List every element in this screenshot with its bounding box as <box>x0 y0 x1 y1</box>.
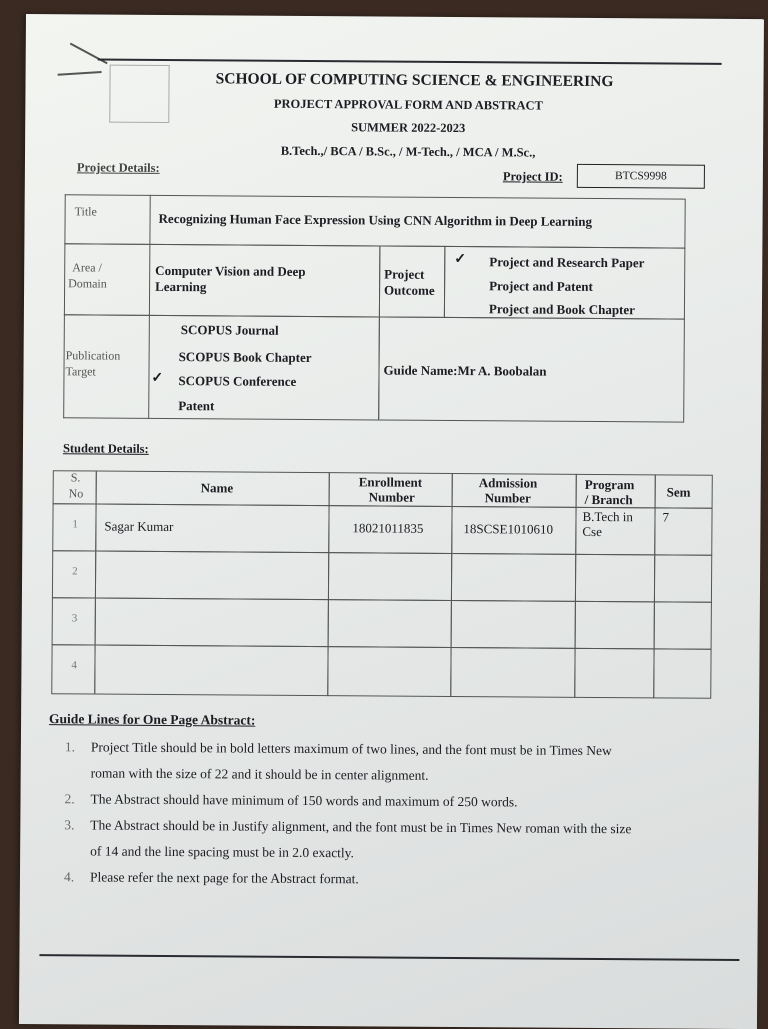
guideline-item <box>64 734 745 895</box>
outcome-option: Project and Patent <box>489 278 593 294</box>
name-cell <box>94 644 328 696</box>
admission-header-2: Number <box>484 490 531 506</box>
name-cell <box>95 550 329 600</box>
area-value-2: Learning <box>155 278 207 295</box>
area-label-1: Area / <box>72 260 102 275</box>
program-cell <box>574 648 654 699</box>
admission-cell <box>450 647 575 698</box>
sem-cell <box>654 601 712 649</box>
pub-option: SCOPUS Conference <box>178 373 297 389</box>
enroll-cell <box>328 552 452 601</box>
program-header-2: / Branch <box>584 491 633 508</box>
admission-cell <box>451 553 576 602</box>
title-value: Recognizing Human Face Expression Using CNN Algorithm in Deep Learning <box>158 210 593 229</box>
guideline-text: The Abstract should have minimum of 150 words and maximum of 250 words. <box>90 791 518 810</box>
guideline-text: roman with the size of 22 and it should be in center alignment. <box>90 765 429 783</box>
admission-value: 18SCSE1010610 <box>463 521 554 537</box>
sno-header-1: S. <box>70 470 81 485</box>
guideline-number: 3. <box>64 817 75 833</box>
outcome-option: Project and Book Chapter <box>488 301 636 318</box>
sem-cell <box>654 554 712 602</box>
enroll-value: 18021011835 <box>352 520 424 536</box>
row-number: 3 <box>71 612 78 625</box>
name-cell <box>95 597 329 647</box>
pub-label-2: Target <box>65 364 96 379</box>
guidelines-heading: Guide Lines for One Page Abstract: <box>49 711 256 728</box>
form-page <box>19 14 764 1029</box>
project-details-heading: Project Details: <box>76 160 160 175</box>
admission-cell <box>451 600 576 649</box>
area-label-2: Domain <box>68 276 107 291</box>
enroll-header-1: Enrollment <box>358 474 423 490</box>
title-label-cell <box>64 194 150 245</box>
programs: B.Tech.,/ BCA / B.Sc., / M-Tech., / MCA / M.Sc., <box>280 143 536 160</box>
bottom-rule <box>39 954 739 960</box>
program-value: Cse <box>582 523 602 540</box>
project-id-box <box>577 164 705 189</box>
enroll-header-2: Number <box>368 489 415 505</box>
name-value: Sagar Kumar <box>104 518 174 535</box>
row-number: 2 <box>72 565 78 578</box>
area-value-1: Computer Vision and Deep <box>155 262 306 279</box>
guideline-text: Project Title should be in bold letters maximum of two lines, and the font must be in Times New <box>90 739 612 759</box>
pub-check-icon: ✓ <box>151 370 164 386</box>
guideline-text: of 14 and the line spacing must be in 2.0 exactly. <box>90 843 355 861</box>
guideline-text: The Abstract should be in Justify alignment, and the font must be in Times New roman with the size <box>90 817 632 837</box>
staple-mark <box>70 43 108 65</box>
name-header: Name <box>200 480 234 496</box>
guideline-number: 1. <box>64 739 76 755</box>
enroll-cell <box>327 646 451 697</box>
pub-option: SCOPUS Book Chapter <box>178 349 312 366</box>
project-id-value: BTCS9998 <box>614 170 667 183</box>
pub-label-1: Publication <box>65 348 121 363</box>
row-number: 4 <box>71 659 77 672</box>
guide-name: Guide Name:Mr A. Boobalan <box>383 362 547 379</box>
program-value: B.Tech in <box>582 508 633 525</box>
school-name: SCHOOL OF COMPUTING SCIENCE & ENGINEERING <box>215 70 614 91</box>
outcome-label-1: Project <box>384 266 425 282</box>
student-details-heading: Student Details: <box>62 441 149 456</box>
sem-header: Sem <box>666 484 691 500</box>
enroll-cell <box>328 599 452 648</box>
outcome-option: Project and Research Paper <box>489 254 645 271</box>
guideline-number: 2. <box>64 791 75 807</box>
project-id-label: Project ID: <box>502 169 563 184</box>
pub-option: SCOPUS Journal <box>180 322 279 338</box>
pub-option: Patent <box>178 398 215 414</box>
guideline-text: Please refer the next page for the Abstract format. <box>89 869 359 887</box>
sno-header-2: No <box>68 486 84 501</box>
row-number: 1 <box>72 518 78 531</box>
sem-cell <box>653 648 711 698</box>
session: SUMMER 2022-2023 <box>351 120 466 136</box>
outcome-check-icon: ✓ <box>454 251 467 268</box>
admission-header-1: Admission <box>478 475 538 491</box>
program-header-1: Program <box>584 476 635 493</box>
outcome-label-2: Outcome <box>384 282 435 298</box>
title-label: Title <box>74 204 97 219</box>
sem-value: 7 <box>662 509 670 525</box>
top-rule <box>98 59 722 65</box>
guideline-number: 4. <box>63 869 75 885</box>
program-cell <box>575 554 655 603</box>
program-cell <box>575 601 655 650</box>
form-title: PROJECT APPROVAL FORM AND ABSTRACT <box>273 96 543 113</box>
